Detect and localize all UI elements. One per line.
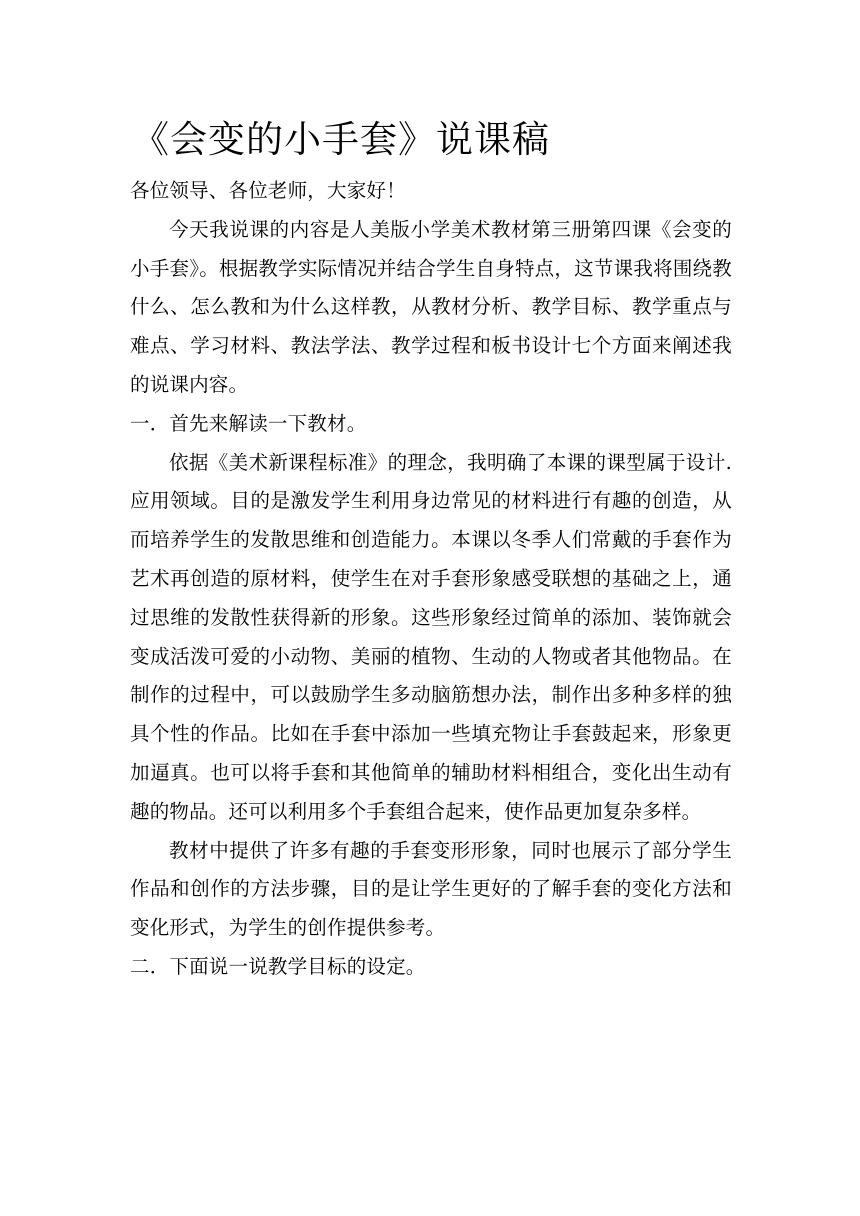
- document-body: [130, 172, 732, 987]
- document-title: 《会变的小手套》说课稿: [132, 118, 550, 161]
- greeting-paragraph: 各位领导、各位老师，大家好！: [130, 179, 406, 202]
- intro-paragraph: 今天我说课的内容是人美版小学美术教材第三册第四课《会变的小手套》。根据教学实际情况并结合学生自身特点，这节课我将围绕教什么、怎么教和为什么这样教，从教材分析、教学目标、教学重点与难点、学习材料、教法学法、教学过程和板书设计七个方面来阐述我的说课内容。: [130, 217, 732, 396]
- textbook-analysis-paragraph: 依据《美术新课程标准》的理念，我明确了本课的课型属于设计.应用领域。目的是激发学生利用身边常见的材料进行有趣的创造，从而培养学生的发散思维和创造能力。本课以冬季人们常戴的手套作为艺术再创造的原材料，使学生在对手套形象感受联想的基础之上，通过思维的发散性获得新的形象。这些形象经过简单的添加、装饰就会变成活泼可爱的小动物、美丽的植物、生动的人物或者其他物品。在制作的过程中，可以鼓励学生多动脑筋想办法，制作出多种多样的独具个性的作品。比如在手套中添加一些填充物让手套鼓起来，形象更加逼真。也可以将手套和其他简单的辅助材料相组合，变化出生动有趣的物品。还可以利用多个手套组合起来，使作品更加复杂多样。: [130, 450, 732, 823]
- textbook-content-paragraph: 教材中提供了许多有趣的手套变形形象，同时也展示了部分学生作品和创作的方法步骤，目的是让学生更好的了解手套的变化方法和变化形式，为学生的创作提供参考。: [130, 838, 732, 940]
- section-heading-1: 一．首先来解读一下教材。: [130, 411, 367, 435]
- section-heading-2: 二．下面说一说教学目标的设定。: [130, 954, 426, 978]
